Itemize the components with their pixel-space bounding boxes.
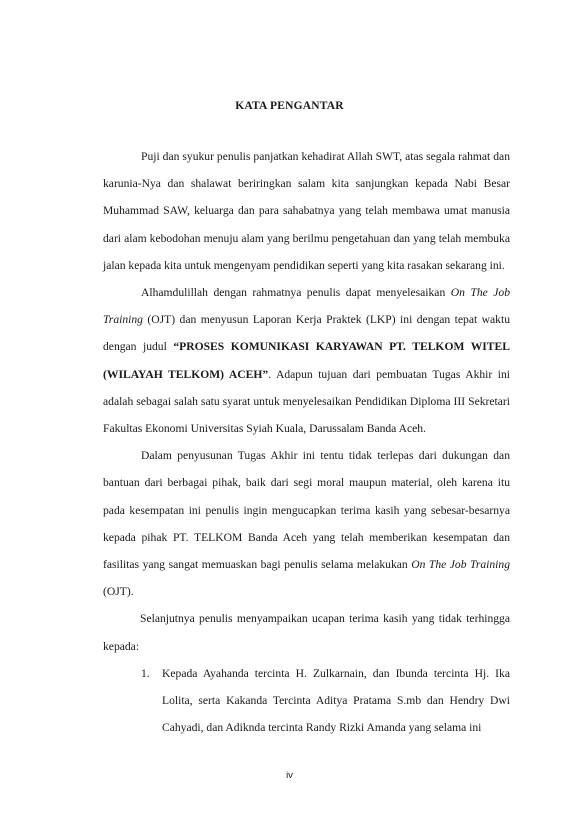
paragraph-text: (OJT) dan menyusun Laporan Kerja Praktek (LKP) ini dengan tepat waktu dengan judul [103, 313, 510, 354]
ojt-term: On The Job Training [103, 286, 510, 327]
document-body [103, 143, 510, 741]
list-item-number: 1. [141, 666, 150, 680]
paragraph-text: . Adapun tujuan dari pembuatan Tugas Akhir ini adalah sebagai salah satu syarat untuk menyelesaikan Pendidikan Diploma III Sekretari Fakultas Ekonomi Universitas Syiah Kuala, Darussalam Banda Aceh. [103, 367, 511, 436]
paragraph-thanks: Selanjutnya penulis menyampaikan ucapan terima kasih yang tidak terhingga kepada: [103, 612, 510, 653]
ojt-term: On The Job Training [411, 558, 510, 572]
report-title: “PROSES KOMUNIKASI KARYAWAN PT. TELKOM WITEL (WILAYAH TELKOM) ACEH” [103, 340, 510, 381]
page-number: iv [286, 770, 293, 781]
paragraph-opening: Puji dan syukur penulis panjatkan kehadirat Allah SWT, atas segala rahmat dan karunia-Nya dan shalawat beriringkan salam kita sanjungkan kepada Nabi Besar Muhammad SAW, keluarga dan para sahabatnya yang telah membawa umat manusia dari alam kebodohan menuju alam yang berilmu pengetahuan dan yang telah membuka jalan kepada kita untuk mengenyam pendidikan seperti yang kita rasakan sekarang ini. [103, 150, 510, 272]
thanks-list [103, 660, 510, 742]
paragraph-text: Dalam penyusunan Tugas Akhir ini tentu tidak terlepas dari dukungan dan bantuan dari berbagai pihak, baik dari segi moral maupun material, oleh karena itu pada kesempatan ini penulis ingin mengucapkan terima kasih yang sebesar-besarnya kepada pihak PT. TELKOM Banda Aceh yang telah memberikan kesempatan dan fasilitas yang sangat memuaskan bagi penulis selama melakukan [103, 449, 510, 572]
paragraph-text: (OJT). [103, 585, 134, 599]
paragraph-text: Alhamdulillah dengan rahmatnya penulis dapat menyelesaikan [141, 286, 451, 300]
page-title: KATA PENGANTAR [235, 100, 344, 112]
list-item-text: Kepada Ayahanda tercinta H. Zulkarnain, dan Ibunda tercinta Hj. Ika Lolita, serta Kakanda Tercinta Aditya Pratama S.mb dan Hendry Dwi Cahyadi, dan Adiknda tercinta Randy Rizki Amanda yang selama ini [162, 666, 510, 735]
list-item [141, 660, 510, 742]
paragraph-support [103, 442, 510, 605]
paragraph-completion [103, 279, 510, 442]
